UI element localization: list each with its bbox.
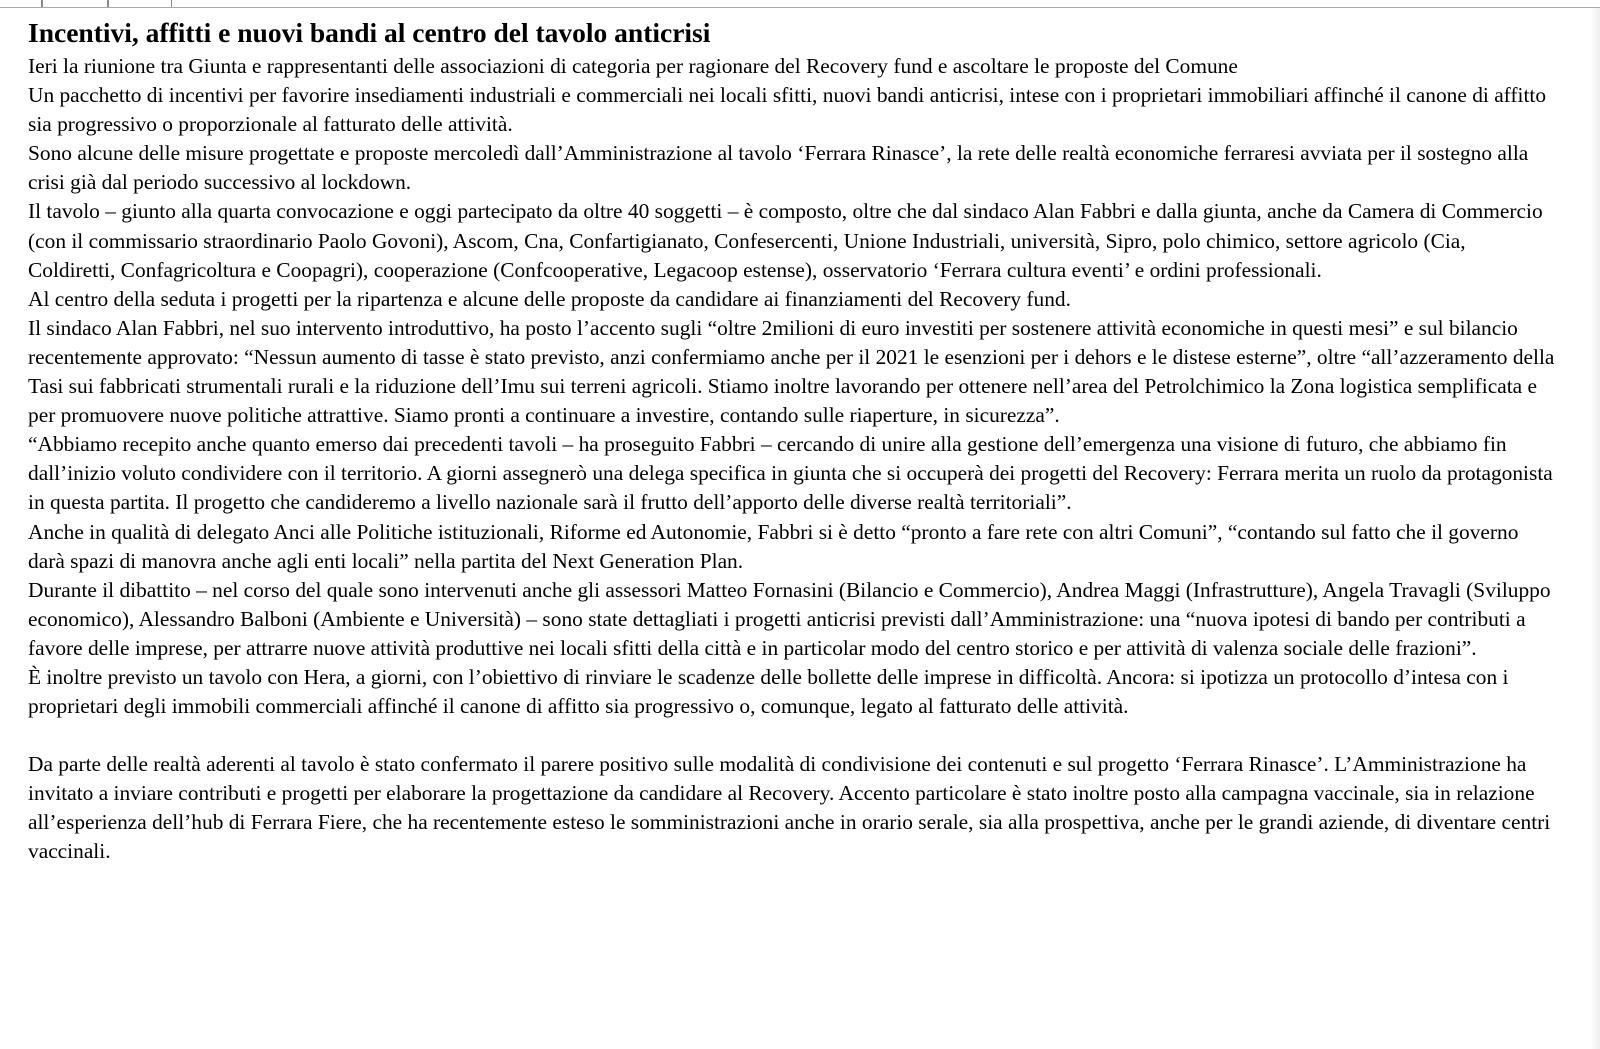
article-paragraph: Durante il dibattito – nel corso del quale sono intervenuti anche gli assessori Matteo Fornasini (Bilancio e Commercio), Andrea Maggi (Infrastrutture), Angela Travagli (Sviluppo economico), Alessandro Balboni (Ambiente e Università) – sono state dettagliati i progetti anticrisi previsti dall’Amministrazione: una “nuova ipotesi di bando per contributi a favore delle imprese, per attrarre nuove attività produttive nei locali sfitti della città e in particolar modo del centro storico e per attività di valenza sociale delle frazioni”. [28, 577, 1551, 660]
article-paragraph: “Abbiamo recepito anche quanto emerso dai precedenti tavoli – ha proseguito Fabbri – cercando di unire alla gestione dell’emergenza una visione di futuro, che abbiamo fin dall’inizio voluto condividere con il territorio. A giorni assegnerò una delega specifica in giunta che si occuperà dei progetti del Recovery: Ferrara merita un ruolo da protagonista in questa partita. Il progetto che candideremo a livello nazionale sarà il frutto dell’apporto delle diverse realtà territoriali”. [28, 432, 1553, 515]
article-paragraph: Un pacchetto di incentivi per favorire insediamenti industriali e commerciali nei locali sfitti, nuovi bandi anticrisi, intese con i proprietari immobiliari affinché il canone di affitto sia progressivo o proporzionale al fatturato delle attività. [28, 83, 1547, 137]
tab-fragment[interactable] [0, 0, 42, 7]
window-top-strip [0, 0, 1600, 8]
article-paragraph: Al centro della seduta i progetti per la ripartenza e alcune delle proposte da candidare ai finanziamenti del Recovery fund. [28, 286, 1071, 311]
tab-fragment[interactable] [42, 0, 108, 7]
article-paragraph: Sono alcune delle misure progettate e proposte mercoledì dall’Amministrazione al tavolo ‘Ferrara Rinasce’, la rete delle realtà economiche ferraresi avviata per il sostegno alla crisi già dal periodo successivo al lockdown. [28, 141, 1529, 195]
article-paragraph: Il tavolo – giunto alla quarta convocazione e oggi partecipato da oltre 40 soggetti – è composto, oltre che dal sindaco Alan Fabbri e dalla giunta, anche da Camera di Commercio (con il commissario straordinario Paolo Govoni), Ascom, Cna, Confartigianato, Confesercenti, Unione Industriali, università, Sipro, polo chimico, settore agricolo (Cia, Coldiretti, Confagricoltura e Coopagri), cooperazione (Confcooperative, Legacoop estense), osservatorio ‘Ferrara cultura eventi’ e ordini professionali. [28, 199, 1543, 282]
article-subtitle: Ieri la riunione tra Giunta e rappresentanti delle associazioni di categoria per ragionare del Recovery fund e ascoltare le proposte del Comune [28, 54, 1238, 78]
tab-fragment[interactable] [108, 0, 172, 7]
article-body [28, 14, 1558, 867]
paragraph-spacer [28, 721, 1558, 750]
article-paragraph: Anche in qualità di delegato Anci alle Politiche istituzionali, Riforme ed Autonomie, Fabbri si è detto “pronto a fare rete con altri Comuni”, “contando sul fatto che il governo darà spazi di manovra anche agli enti locali” nella partita del Next Generation Plan. [28, 519, 1519, 573]
article-paragraph: È inoltre previsto un tavolo con Hera, a giorni, con l’obiettivo di rinviare le scadenze delle bollette delle imprese in difficoltà. Ancora: si ipotizza un protocollo d’intesa con i proprietari degli immobili commerciali affinché il canone di affitto sia progressivo o, comunque, legato al fatturato delle attività. [28, 664, 1509, 719]
article-headline: Incentivi, affitti e nuovi bandi al centro del tavolo anticrisi [28, 17, 711, 48]
article-paragraph: Il sindaco Alan Fabbri, nel suo intervento introduttivo, ha posto l’accento sugli “oltre 2milioni di euro investiti per sostenere attività economiche in questi mesi” e sul bilancio recentemente approvato: “Nessun aumento di tasse è stato previsto, anzi confermiamo anche per il 2021 le esenzioni per i dehors e le distese esterne”, oltre “all’azzeramento della Tasi sui fabbricati strumentali rurali e la riduzione dell’Imu sui terreni agricoli. Stiamo inoltre lavorando per ottenere nell’area del Petrolchimico la Zona logistica semplificata e per promuovere nuove politiche attrattive. Siamo pronti a continuare a investire, contando sulle riaperture, in sicurezza”. [28, 315, 1555, 428]
document-right-edge [1590, 8, 1600, 1049]
closing-paragraph: Da parte delle realtà aderenti al tavolo è stato confermato il parere positivo sulle modalità di condivisione dei contenuti e sul progetto ‘Ferrara Rinasce’. L’Amministrazione ha invitato a inviare contributi e progetti per elaborare la progettazione da candidare al Recovery. Accento particolare è stato inoltre posto alla campagna vaccinale, sia in relazione all’esperienza dell’hub di Ferrara Fiere, che ha recentemente esteso le somministrazioni anche in orario serale, sia alla prospettiva, anche per le grandi aziende, di diventare centri vaccinali. [28, 752, 1551, 864]
